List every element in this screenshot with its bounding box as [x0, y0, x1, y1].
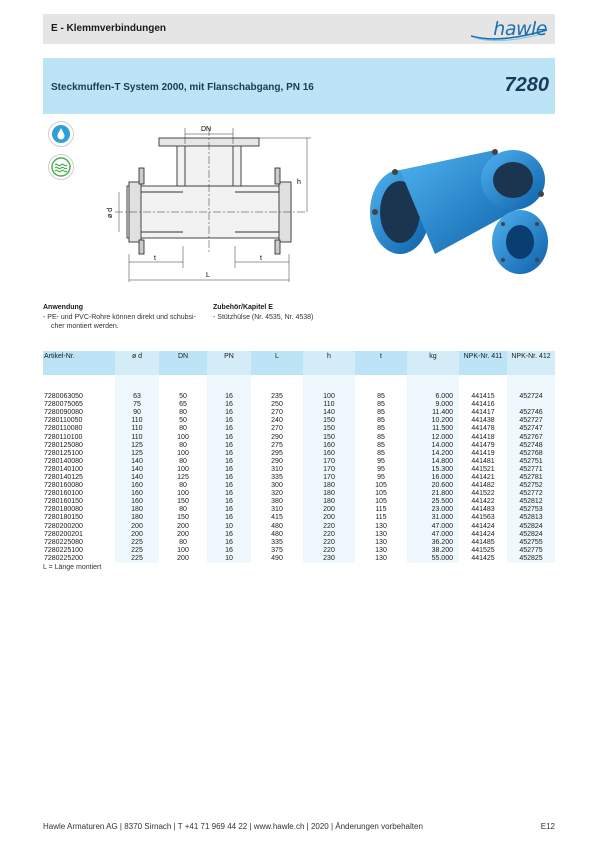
- table-cell: 140: [115, 458, 159, 466]
- table-cell: 38.200: [407, 547, 459, 555]
- table-cell: 7280140080: [43, 458, 115, 466]
- table-cell: 85: [355, 401, 407, 409]
- table-cell: 7280075065: [43, 401, 115, 409]
- table-cell: 452727: [507, 417, 555, 425]
- table-cell: 441417: [459, 409, 507, 417]
- table-cell: 452824: [507, 531, 555, 539]
- table-cell: 441438: [459, 417, 507, 425]
- table-cell: 25.500: [407, 498, 459, 506]
- table-cell: 16: [207, 539, 251, 547]
- table-cell: 50: [159, 417, 207, 425]
- table-cell: 452752: [507, 482, 555, 490]
- table-cell: 452824: [507, 523, 555, 531]
- table-cell: 85: [355, 409, 407, 417]
- table-cell: 375: [251, 547, 303, 555]
- table-cell: 130: [355, 547, 407, 555]
- application-text-1: - PE- und PVC-Rohre können direkt und schubsi-: [43, 314, 196, 321]
- table-cell: 80: [159, 539, 207, 547]
- table-cell: 16: [207, 466, 251, 474]
- table-cell: 130: [355, 523, 407, 531]
- table-cell: 16: [207, 474, 251, 482]
- table-cell: 130: [355, 539, 407, 547]
- table-cell: 452771: [507, 466, 555, 474]
- table-cell: 15.300: [407, 466, 459, 474]
- table-cell: 110: [303, 401, 355, 409]
- product-title-bar: [43, 58, 555, 114]
- table-cell: 270: [251, 409, 303, 417]
- table-cell: 85: [355, 450, 407, 458]
- od-label: ø d: [107, 207, 114, 218]
- table-cell: 110: [115, 425, 159, 433]
- table-cell: 160: [115, 498, 159, 506]
- table-cell: 220: [303, 547, 355, 555]
- table-cell: 441416: [459, 401, 507, 409]
- table-cell: 10: [207, 555, 251, 563]
- table-cell: 270: [251, 425, 303, 433]
- table-row: [43, 458, 555, 466]
- table-cell: 452813: [507, 514, 555, 522]
- table-cell: 240: [251, 417, 303, 425]
- table-cell: 160: [303, 450, 355, 458]
- table-cell: 105: [355, 498, 407, 506]
- column-header: h: [303, 351, 355, 375]
- table-cell: 105: [355, 490, 407, 498]
- table-cell: 300: [251, 482, 303, 490]
- accessories-heading: Zubehör/Kapitel E: [213, 304, 273, 311]
- table-cell: 75: [115, 401, 159, 409]
- t-right-label: t: [260, 255, 262, 262]
- table-cell: 47.000: [407, 531, 459, 539]
- table-cell: 452812: [507, 498, 555, 506]
- table-header-row: [43, 351, 555, 375]
- column-header: t: [355, 351, 407, 375]
- table-cell: 85: [355, 442, 407, 450]
- table-cell: 452746: [507, 409, 555, 417]
- footer-text: Hawle Armaturen AG | 8370 Sirnach | T +41 71 969 44 22 | www.hawle.ch | 2020 | Änderungen vorbehalten: [43, 822, 423, 831]
- table-cell: 7280125080: [43, 442, 115, 450]
- table-cell: 7280110080: [43, 425, 115, 433]
- application-text-2: cher montiert werden.: [51, 323, 119, 330]
- table-cell: 125: [115, 442, 159, 450]
- technical-drawing: [95, 122, 325, 294]
- table-cell: 295: [251, 450, 303, 458]
- table-cell: 335: [251, 539, 303, 547]
- table-cell: 31.000: [407, 514, 459, 522]
- table-cell: 16.000: [407, 474, 459, 482]
- table-cell: 100: [303, 393, 355, 401]
- table-row: [43, 425, 555, 433]
- table-cell: 220: [303, 523, 355, 531]
- table-cell: 50: [159, 393, 207, 401]
- table-cell: 441424: [459, 531, 507, 539]
- table-cell: 110: [115, 433, 159, 441]
- table-cell: 16: [207, 482, 251, 490]
- table-cell: 7280160100: [43, 490, 115, 498]
- table-cell: 220: [303, 539, 355, 547]
- table-cell: 480: [251, 531, 303, 539]
- table-cell: 100: [159, 450, 207, 458]
- table-cell: 140: [115, 466, 159, 474]
- accessories-text-1: - Stützhülse (Nr. 4535, Nr. 4538): [213, 314, 314, 321]
- table-cell: 320: [251, 490, 303, 498]
- table-cell: 441522: [459, 490, 507, 498]
- table-cell: 452751: [507, 458, 555, 466]
- table-cell: 16: [207, 425, 251, 433]
- table-cell: 16: [207, 531, 251, 539]
- table-cell: [507, 401, 555, 409]
- table-cell: 310: [251, 506, 303, 514]
- table-cell: 63: [115, 393, 159, 401]
- table-cell: 14.200: [407, 450, 459, 458]
- table-cell: 80: [159, 458, 207, 466]
- table-cell: 12.000: [407, 433, 459, 441]
- table-cell: 150: [159, 498, 207, 506]
- column-header: L: [251, 351, 303, 375]
- table-cell: 170: [303, 458, 355, 466]
- table-cell: 441521: [459, 466, 507, 474]
- table-cell: 480: [251, 523, 303, 531]
- table-cell: 90: [115, 409, 159, 417]
- table-cell: 290: [251, 433, 303, 441]
- spacer-cell: [43, 375, 115, 393]
- table-cell: 441419: [459, 450, 507, 458]
- table-row: [43, 442, 555, 450]
- spacer-cell: [115, 375, 159, 393]
- table-cell: 16: [207, 417, 251, 425]
- table-cell: 200: [159, 523, 207, 531]
- table-cell: 16: [207, 490, 251, 498]
- table-cell: 170: [303, 474, 355, 482]
- table-cell: 290: [251, 458, 303, 466]
- column-header: Artikel-Nr.: [43, 351, 115, 375]
- table-row: [43, 490, 555, 498]
- table-cell: 452753: [507, 506, 555, 514]
- table-cell: 55.000: [407, 555, 459, 563]
- table-cell: 7280140125: [43, 474, 115, 482]
- table-row: [43, 417, 555, 425]
- table-row: [43, 555, 555, 563]
- column-header: NPK-Nr. 411: [459, 351, 507, 375]
- spacer-cell: [355, 375, 407, 393]
- column-header: NPK-Nr. 412: [507, 351, 555, 375]
- table-cell: 16: [207, 409, 251, 417]
- table-cell: 441563: [459, 514, 507, 522]
- table-cell: 7280200201: [43, 531, 115, 539]
- table-cell: 11.400: [407, 409, 459, 417]
- table-cell: 85: [355, 433, 407, 441]
- table-cell: 36.200: [407, 539, 459, 547]
- table-cell: 7280225200: [43, 555, 115, 563]
- table-cell: 441415: [459, 393, 507, 401]
- table-cell: 7280063050: [43, 393, 115, 401]
- table-row: [43, 498, 555, 506]
- table-spacer: [43, 375, 555, 393]
- table-cell: 415: [251, 514, 303, 522]
- spacer-cell: [251, 375, 303, 393]
- table-cell: 7280180150: [43, 514, 115, 522]
- hawle-logo: [469, 16, 549, 42]
- table-cell: 85: [355, 425, 407, 433]
- table-cell: 230: [303, 555, 355, 563]
- table-cell: 16: [207, 401, 251, 409]
- table-cell: 452748: [507, 442, 555, 450]
- table-row: [43, 474, 555, 482]
- table-cell: 115: [355, 506, 407, 514]
- table-cell: 490: [251, 555, 303, 563]
- table-cell: 16: [207, 393, 251, 401]
- table-cell: 380: [251, 498, 303, 506]
- article-number: 7280: [504, 74, 549, 96]
- table-cell: 130: [355, 555, 407, 563]
- column-header: kg: [407, 351, 459, 375]
- table-cell: 100: [159, 547, 207, 555]
- table-cell: 275: [251, 442, 303, 450]
- table-row: [43, 523, 555, 531]
- table-row: [43, 433, 555, 441]
- column-header: DN: [159, 351, 207, 375]
- water-drop-icon: [48, 121, 74, 147]
- table-cell: 125: [159, 474, 207, 482]
- table-cell: 441418: [459, 433, 507, 441]
- wastewater-icon: [48, 154, 74, 180]
- page-number: E12: [540, 822, 555, 831]
- table-cell: 20.600: [407, 482, 459, 490]
- table-cell: 6.000: [407, 393, 459, 401]
- table-cell: 47.000: [407, 523, 459, 531]
- table-cell: 125: [115, 450, 159, 458]
- table-cell: 441481: [459, 458, 507, 466]
- table-cell: 140: [115, 474, 159, 482]
- table-cell: 95: [355, 474, 407, 482]
- t-left-label: t: [154, 255, 156, 262]
- table-row: [43, 547, 555, 555]
- spacer-cell: [159, 375, 207, 393]
- table-cell: 23.000: [407, 506, 459, 514]
- table-cell: 105: [355, 482, 407, 490]
- table-cell: 16: [207, 506, 251, 514]
- spacer-cell: [507, 375, 555, 393]
- h-label: h: [297, 179, 301, 186]
- table-cell: 200: [115, 523, 159, 531]
- table-cell: 180: [115, 514, 159, 522]
- table-cell: 452768: [507, 450, 555, 458]
- table-cell: 250: [251, 401, 303, 409]
- table-cell: 14.000: [407, 442, 459, 450]
- table-cell: 441482: [459, 482, 507, 490]
- table-cell: 16: [207, 450, 251, 458]
- table-cell: 140: [303, 409, 355, 417]
- table-cell: 14.800: [407, 458, 459, 466]
- table-cell: 441421: [459, 474, 507, 482]
- table-cell: 180: [303, 498, 355, 506]
- table-cell: 7280225080: [43, 539, 115, 547]
- table-cell: 16: [207, 442, 251, 450]
- dn-label: DN: [201, 126, 212, 133]
- table-cell: 110: [115, 417, 159, 425]
- table-row: [43, 450, 555, 458]
- table-cell: 100: [159, 433, 207, 441]
- product-image: [355, 132, 555, 282]
- table-cell: 115: [355, 514, 407, 522]
- spacer-cell: [459, 375, 507, 393]
- table-cell: 452747: [507, 425, 555, 433]
- table-cell: 200: [303, 514, 355, 522]
- table-cell: 452755: [507, 539, 555, 547]
- table-cell: 65: [159, 401, 207, 409]
- table-cell: 452724: [507, 393, 555, 401]
- table-row: [43, 409, 555, 417]
- table-cell: 7280140100: [43, 466, 115, 474]
- table-cell: 80: [159, 409, 207, 417]
- brand-wordmark: hawle: [493, 18, 547, 40]
- table-row: [43, 401, 555, 409]
- table-cell: 441525: [459, 547, 507, 555]
- table-cell: 21.800: [407, 490, 459, 498]
- table-cell: 95: [355, 458, 407, 466]
- table-cell: 80: [159, 442, 207, 450]
- table-cell: 200: [115, 531, 159, 539]
- table-cell: 95: [355, 466, 407, 474]
- table-cell: 452781: [507, 474, 555, 482]
- table-cell: 335: [251, 474, 303, 482]
- table-cell: 452767: [507, 433, 555, 441]
- table-cell: 16: [207, 433, 251, 441]
- spacer-cell: [207, 375, 251, 393]
- section-title: E - Klemmverbindungen: [51, 23, 167, 34]
- table-cell: 16: [207, 498, 251, 506]
- table-cell: 10.200: [407, 417, 459, 425]
- table-cell: 225: [115, 539, 159, 547]
- table-cell: 150: [303, 417, 355, 425]
- table-cell: 441424: [459, 523, 507, 531]
- table-cell: 160: [115, 490, 159, 498]
- table-cell: 85: [355, 417, 407, 425]
- l-label: L: [206, 272, 210, 279]
- table-cell: 7280225100: [43, 547, 115, 555]
- table-cell: 441485: [459, 539, 507, 547]
- table-cell: 7280110050: [43, 417, 115, 425]
- table-cell: 150: [303, 433, 355, 441]
- table-cell: 310: [251, 466, 303, 474]
- table-cell: 7280090080: [43, 409, 115, 417]
- table-cell: 452772: [507, 490, 555, 498]
- section-header-bar: [43, 14, 555, 44]
- table-cell: 225: [115, 555, 159, 563]
- table-row: [43, 393, 555, 401]
- column-header: PN: [207, 351, 251, 375]
- table-cell: 220: [303, 531, 355, 539]
- table-row: [43, 539, 555, 547]
- table-row: [43, 506, 555, 514]
- table-cell: 441425: [459, 555, 507, 563]
- table-cell: 180: [303, 490, 355, 498]
- column-header: ø d: [115, 351, 159, 375]
- table-cell: 11.500: [407, 425, 459, 433]
- table-cell: 170: [303, 466, 355, 474]
- footnote: L = Länge montiert: [43, 564, 102, 571]
- table-cell: 80: [159, 425, 207, 433]
- table-cell: 200: [303, 506, 355, 514]
- application-heading: Anwendung: [43, 304, 84, 311]
- table-cell: 452775: [507, 547, 555, 555]
- table-cell: 441422: [459, 498, 507, 506]
- table-cell: 150: [159, 514, 207, 522]
- table-cell: 100: [159, 466, 207, 474]
- table-cell: 7280160150: [43, 498, 115, 506]
- table-cell: 452825: [507, 555, 555, 563]
- table-cell: 160: [303, 442, 355, 450]
- table-cell: 235: [251, 393, 303, 401]
- table-cell: 7280125100: [43, 450, 115, 458]
- table-cell: 441483: [459, 506, 507, 514]
- table-cell: 7280180080: [43, 506, 115, 514]
- table-cell: 7280200200: [43, 523, 115, 531]
- table-cell: 160: [115, 482, 159, 490]
- table-cell: 180: [303, 482, 355, 490]
- product-title: Steckmuffen-T System 2000, mit Flanschabgang, PN 16: [51, 82, 314, 93]
- table-cell: 16: [207, 547, 251, 555]
- spacer-cell: [303, 375, 355, 393]
- table-cell: 16: [207, 514, 251, 522]
- table-cell: 80: [159, 482, 207, 490]
- table-cell: 225: [115, 547, 159, 555]
- product-table: [43, 351, 555, 563]
- table-cell: 180: [115, 506, 159, 514]
- table-row: [43, 466, 555, 474]
- table-cell: 80: [159, 506, 207, 514]
- table-cell: 7280160080: [43, 482, 115, 490]
- table-cell: 441479: [459, 442, 507, 450]
- table-row: [43, 482, 555, 490]
- table-cell: 200: [159, 531, 207, 539]
- table-cell: 16: [207, 458, 251, 466]
- table-cell: 200: [159, 555, 207, 563]
- table-cell: 9.000: [407, 401, 459, 409]
- spacer-cell: [407, 375, 459, 393]
- table-cell: 85: [355, 393, 407, 401]
- table-cell: 100: [159, 490, 207, 498]
- table-cell: 130: [355, 531, 407, 539]
- table-cell: 441478: [459, 425, 507, 433]
- table-row: [43, 531, 555, 539]
- table-cell: 150: [303, 425, 355, 433]
- table-cell: 10: [207, 523, 251, 531]
- table-row: [43, 514, 555, 522]
- table-cell: 7280110100: [43, 433, 115, 441]
